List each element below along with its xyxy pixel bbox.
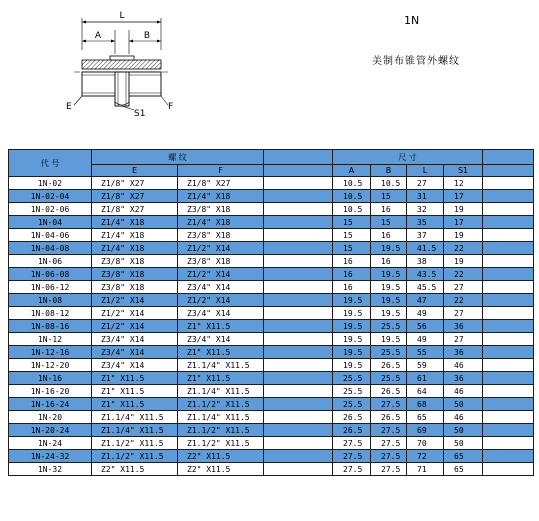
header-thread: 螺 纹 (92, 150, 264, 165)
cell-blank (483, 333, 534, 346)
cell-s1: 36 (444, 346, 483, 359)
cell-gap (264, 463, 333, 476)
cell-gap (264, 372, 333, 385)
cell-blank (483, 203, 534, 216)
cell-b: 19.5 (371, 281, 407, 294)
cell-thread-e: Z1/2" X14 (92, 307, 178, 320)
cell-blank (483, 190, 534, 203)
cell-thread-e: Z3/4" X14 (92, 359, 178, 372)
cell-s1: 27 (444, 307, 483, 320)
cell-a: 10.5 (333, 177, 371, 190)
cell-a: 10.5 (333, 190, 371, 203)
header-gap (264, 150, 333, 165)
cell-s1: 36 (444, 320, 483, 333)
table-row (9, 424, 534, 437)
cell-b: 27.5 (371, 450, 407, 463)
header-f: F (178, 165, 264, 177)
cell-blank (483, 359, 534, 372)
cell-l: 43.5 (407, 268, 444, 281)
cell-a: 19.5 (333, 333, 371, 346)
table-row (9, 294, 534, 307)
cell-s1: 27 (444, 281, 483, 294)
header-a: A (333, 165, 371, 177)
cell-thread-f: Z1.1/4" X11.5 (178, 411, 264, 424)
table-row (9, 190, 534, 203)
cell-gap (264, 346, 333, 359)
cell-thread-f: Z1/4" X18 (178, 190, 264, 203)
cell-a: 19.5 (333, 294, 371, 307)
cell-s1: 22 (444, 294, 483, 307)
table-row (9, 216, 534, 229)
cell-code: 1N-12-16 (9, 346, 92, 359)
cell-b: 15 (371, 216, 407, 229)
cell-thread-f: Z2" X11.5 (178, 463, 264, 476)
cell-blank (483, 398, 534, 411)
cell-s1: 50 (444, 424, 483, 437)
cell-thread-e: Z3/4" X14 (92, 346, 178, 359)
cell-thread-e: Z1/4" X18 (92, 229, 178, 242)
cell-thread-e: Z3/8" X18 (92, 268, 178, 281)
cell-s1: 46 (444, 411, 483, 424)
cell-a: 19.5 (333, 346, 371, 359)
cell-a: 15 (333, 229, 371, 242)
dim-label-a: A (94, 31, 102, 41)
cell-l: 38 (407, 255, 444, 268)
cell-b: 10.5 (371, 177, 407, 190)
cell-code: 1N-06-08 (9, 268, 92, 281)
cell-code: 1N-16-20 (9, 385, 92, 398)
cell-blank (483, 294, 534, 307)
fitting-drawing (60, 6, 210, 124)
cell-thread-f: Z1.1/4" X11.5 (178, 359, 264, 372)
cell-thread-e: Z1/2" X14 (92, 320, 178, 333)
header-blank-2 (483, 165, 534, 177)
cell-code: 1N-32 (9, 463, 92, 476)
cell-b: 26.5 (371, 359, 407, 372)
cell-b: 27.5 (371, 398, 407, 411)
cell-code: 1N-24 (9, 437, 92, 450)
cell-code: 1N-08-16 (9, 320, 92, 333)
table-row (9, 281, 534, 294)
cell-code: 1N-12-20 (9, 359, 92, 372)
cell-blank (483, 450, 534, 463)
cell-s1: 19 (444, 203, 483, 216)
cell-b: 16 (371, 203, 407, 216)
cell-blank (483, 385, 534, 398)
cell-l: 32 (407, 203, 444, 216)
cell-gap (264, 216, 333, 229)
table-row (9, 450, 534, 463)
cell-gap (264, 281, 333, 294)
cell-a: 16 (333, 281, 371, 294)
cell-gap (264, 424, 333, 437)
cell-gap (264, 255, 333, 268)
cell-thread-e: Z1" X11.5 (92, 385, 178, 398)
cell-thread-f: Z3/8" X18 (178, 229, 264, 242)
cell-thread-e: Z1/8" X27 (92, 177, 178, 190)
cell-blank (483, 281, 534, 294)
cell-code: 1N-16 (9, 372, 92, 385)
cell-thread-f: Z1.1/2" X11.5 (178, 437, 264, 450)
cell-s1: 17 (444, 190, 483, 203)
cell-a: 19.5 (333, 320, 371, 333)
cell-thread-e: Z2" X11.5 (92, 463, 178, 476)
cell-a: 26.5 (333, 411, 371, 424)
cell-code: 1N-08-12 (9, 307, 92, 320)
cell-l: 64 (407, 385, 444, 398)
table-row (9, 177, 534, 190)
cell-l: 61 (407, 372, 444, 385)
header-blank (483, 150, 534, 165)
cell-l: 55 (407, 346, 444, 359)
dim-label-f: F (168, 102, 174, 112)
cell-gap (264, 203, 333, 216)
cell-s1: 12 (444, 177, 483, 190)
cell-s1: 17 (444, 216, 483, 229)
cell-s1: 50 (444, 398, 483, 411)
cell-b: 15 (371, 190, 407, 203)
cell-b: 26.5 (371, 411, 407, 424)
header-l: L (407, 165, 444, 177)
cell-thread-f: Z1/4" X18 (178, 216, 264, 229)
cell-s1: 22 (444, 242, 483, 255)
cell-code: 1N-04-06 (9, 229, 92, 242)
cell-l: 59 (407, 359, 444, 372)
cell-code: 1N-08 (9, 294, 92, 307)
table-row (9, 333, 534, 346)
cell-thread-e: Z1/2" X14 (92, 294, 178, 307)
cell-thread-f: Z3/8" X18 (178, 255, 264, 268)
cell-code: 1N-24-32 (9, 450, 92, 463)
cell-s1: 65 (444, 463, 483, 476)
cell-l: 68 (407, 398, 444, 411)
cell-thread-e: Z1/8" X27 (92, 203, 178, 216)
cell-thread-f: Z1/2" X14 (178, 268, 264, 281)
table-row (9, 346, 534, 359)
cell-s1: 46 (444, 385, 483, 398)
cell-code: 1N-06 (9, 255, 92, 268)
cell-blank (483, 320, 534, 333)
cell-l: 35 (407, 216, 444, 229)
cell-code: 1N-02 (9, 177, 92, 190)
table-row (9, 203, 534, 216)
cell-code: 1N-04-08 (9, 242, 92, 255)
cell-thread-f: Z1/2" X14 (178, 242, 264, 255)
table-row (9, 372, 534, 385)
cell-blank (483, 255, 534, 268)
cell-thread-e: Z1.1/2" X11.5 (92, 450, 178, 463)
cell-s1: 65 (444, 450, 483, 463)
cell-thread-f: Z1/2" X14 (178, 294, 264, 307)
cell-l: 45.5 (407, 281, 444, 294)
cell-blank (483, 411, 534, 424)
table-row (9, 411, 534, 424)
cell-b: 19.5 (371, 333, 407, 346)
cell-a: 16 (333, 255, 371, 268)
cell-gap (264, 190, 333, 203)
cell-blank (483, 242, 534, 255)
cell-a: 19.5 (333, 359, 371, 372)
cell-thread-e: Z1/4" X18 (92, 216, 178, 229)
header-gap-2 (264, 165, 333, 177)
cell-a: 16 (333, 268, 371, 281)
cell-thread-f: Z1" X11.5 (178, 320, 264, 333)
cell-l: 49 (407, 307, 444, 320)
cell-a: 15 (333, 216, 371, 229)
dim-label-l: L (119, 11, 125, 21)
cell-b: 27.5 (371, 437, 407, 450)
cell-a: 15 (333, 242, 371, 255)
cell-l: 69 (407, 424, 444, 437)
cell-blank (483, 177, 534, 190)
page-title: 1N (404, 14, 420, 27)
table-row (9, 268, 534, 281)
cell-s1: 27 (444, 333, 483, 346)
cell-b: 27.5 (371, 463, 407, 476)
cell-s1: 46 (444, 359, 483, 372)
cell-gap (264, 229, 333, 242)
cell-gap (264, 450, 333, 463)
cell-gap (264, 437, 333, 450)
cell-thread-e: Z1/4" X18 (92, 242, 178, 255)
cell-l: 31 (407, 190, 444, 203)
cell-l: 27 (407, 177, 444, 190)
cell-code: 1N-02-04 (9, 190, 92, 203)
table-row (9, 398, 534, 411)
cell-blank (483, 463, 534, 476)
cell-b: 25.5 (371, 346, 407, 359)
cell-l: 72 (407, 450, 444, 463)
header-b: B (371, 165, 407, 177)
cell-thread-e: Z1" X11.5 (92, 398, 178, 411)
cell-blank (483, 268, 534, 281)
cell-code: 1N-20-24 (9, 424, 92, 437)
cell-gap (264, 177, 333, 190)
spec-table (8, 149, 534, 476)
header-size: 尺 寸 (333, 150, 483, 165)
cell-gap (264, 333, 333, 346)
cell-thread-f: Z3/4" X14 (178, 307, 264, 320)
cell-gap (264, 307, 333, 320)
cell-l: 56 (407, 320, 444, 333)
cell-l: 65 (407, 411, 444, 424)
cell-l: 41.5 (407, 242, 444, 255)
cell-thread-e: Z3/4" X14 (92, 333, 178, 346)
cell-a: 25.5 (333, 385, 371, 398)
cell-thread-f: Z3/8" X18 (178, 203, 264, 216)
cell-blank (483, 372, 534, 385)
cell-thread-e: Z1/8" X27 (92, 190, 178, 203)
cell-thread-f: Z1.1/4" X11.5 (178, 385, 264, 398)
cell-blank (483, 346, 534, 359)
cell-s1: 36 (444, 372, 483, 385)
cell-a: 25.5 (333, 372, 371, 385)
cell-thread-f: Z1.1/2" X11.5 (178, 398, 264, 411)
cell-b: 19.5 (371, 242, 407, 255)
table-row (9, 255, 534, 268)
table-row (9, 385, 534, 398)
cell-code: 1N-12 (9, 333, 92, 346)
cell-s1: 22 (444, 268, 483, 281)
cell-gap (264, 398, 333, 411)
cell-thread-f: Z3/4" X14 (178, 333, 264, 346)
dim-label-e: E (66, 102, 72, 112)
page-subtitle: 美制布锥管外螺纹 (372, 56, 460, 67)
cell-l: 49 (407, 333, 444, 346)
cell-code: 1N-16-24 (9, 398, 92, 411)
cell-b: 16 (371, 255, 407, 268)
cell-thread-f: Z3/4" X14 (178, 281, 264, 294)
cell-b: 27.5 (371, 424, 407, 437)
cell-b: 19.5 (371, 294, 407, 307)
cell-blank (483, 437, 534, 450)
cell-gap (264, 320, 333, 333)
cell-gap (264, 268, 333, 281)
cell-b: 25.5 (371, 372, 407, 385)
header-s1: S1 (444, 165, 483, 177)
table-row (9, 359, 534, 372)
cell-a: 27.5 (333, 450, 371, 463)
cell-thread-e: Z1" X11.5 (92, 372, 178, 385)
cell-blank (483, 424, 534, 437)
cell-b: 19.5 (371, 268, 407, 281)
cell-blank (483, 307, 534, 320)
cell-thread-f: Z1" X11.5 (178, 346, 264, 359)
cell-code: 1N-20 (9, 411, 92, 424)
cell-a: 10.5 (333, 203, 371, 216)
header-e: E (92, 165, 178, 177)
cell-s1: 19 (444, 255, 483, 268)
cell-code: 1N-06-12 (9, 281, 92, 294)
cell-a: 19.5 (333, 307, 371, 320)
table-row (9, 463, 534, 476)
dim-label-s1: S1 (134, 109, 146, 119)
cell-thread-e: Z1.1/4" X11.5 (92, 411, 178, 424)
cell-thread-e: Z1.1/4" X11.5 (92, 424, 178, 437)
dim-label-b: B (143, 31, 151, 41)
table-row (9, 242, 534, 255)
cell-a: 27.5 (333, 463, 371, 476)
cell-thread-f: Z1.1/2" X11.5 (178, 424, 264, 437)
cell-b: 19.5 (371, 307, 407, 320)
cell-code: 1N-02-06 (9, 203, 92, 216)
table-row (9, 307, 534, 320)
cell-thread-e: Z3/8" X18 (92, 281, 178, 294)
cell-blank (483, 216, 534, 229)
cell-code: 1N-04 (9, 216, 92, 229)
cell-gap (264, 294, 333, 307)
cell-gap (264, 242, 333, 255)
cell-a: 27.5 (333, 437, 371, 450)
cell-thread-e: Z3/8" X18 (92, 255, 178, 268)
cell-a: 25.5 (333, 398, 371, 411)
cell-l: 47 (407, 294, 444, 307)
table-row (9, 437, 534, 450)
table-row (9, 229, 534, 242)
table-row (9, 320, 534, 333)
cell-l: 70 (407, 437, 444, 450)
cell-b: 26.5 (371, 385, 407, 398)
cell-thread-f: Z1" X11.5 (178, 372, 264, 385)
cell-thread-f: Z2" X11.5 (178, 450, 264, 463)
header-code: 代 号 (9, 150, 92, 177)
cell-b: 25.5 (371, 320, 407, 333)
cell-l: 71 (407, 463, 444, 476)
cell-s1: 50 (444, 437, 483, 450)
cell-a: 26.5 (333, 424, 371, 437)
spec-table-body (9, 177, 534, 476)
cell-gap (264, 359, 333, 372)
cell-thread-e: Z1.1/2" X11.5 (92, 437, 178, 450)
cell-b: 16 (371, 229, 407, 242)
cell-blank (483, 229, 534, 242)
cell-s1: 19 (444, 229, 483, 242)
cell-l: 37 (407, 229, 444, 242)
cell-thread-f: Z1/8" X27 (178, 177, 264, 190)
cell-gap (264, 411, 333, 424)
cell-gap (264, 385, 333, 398)
